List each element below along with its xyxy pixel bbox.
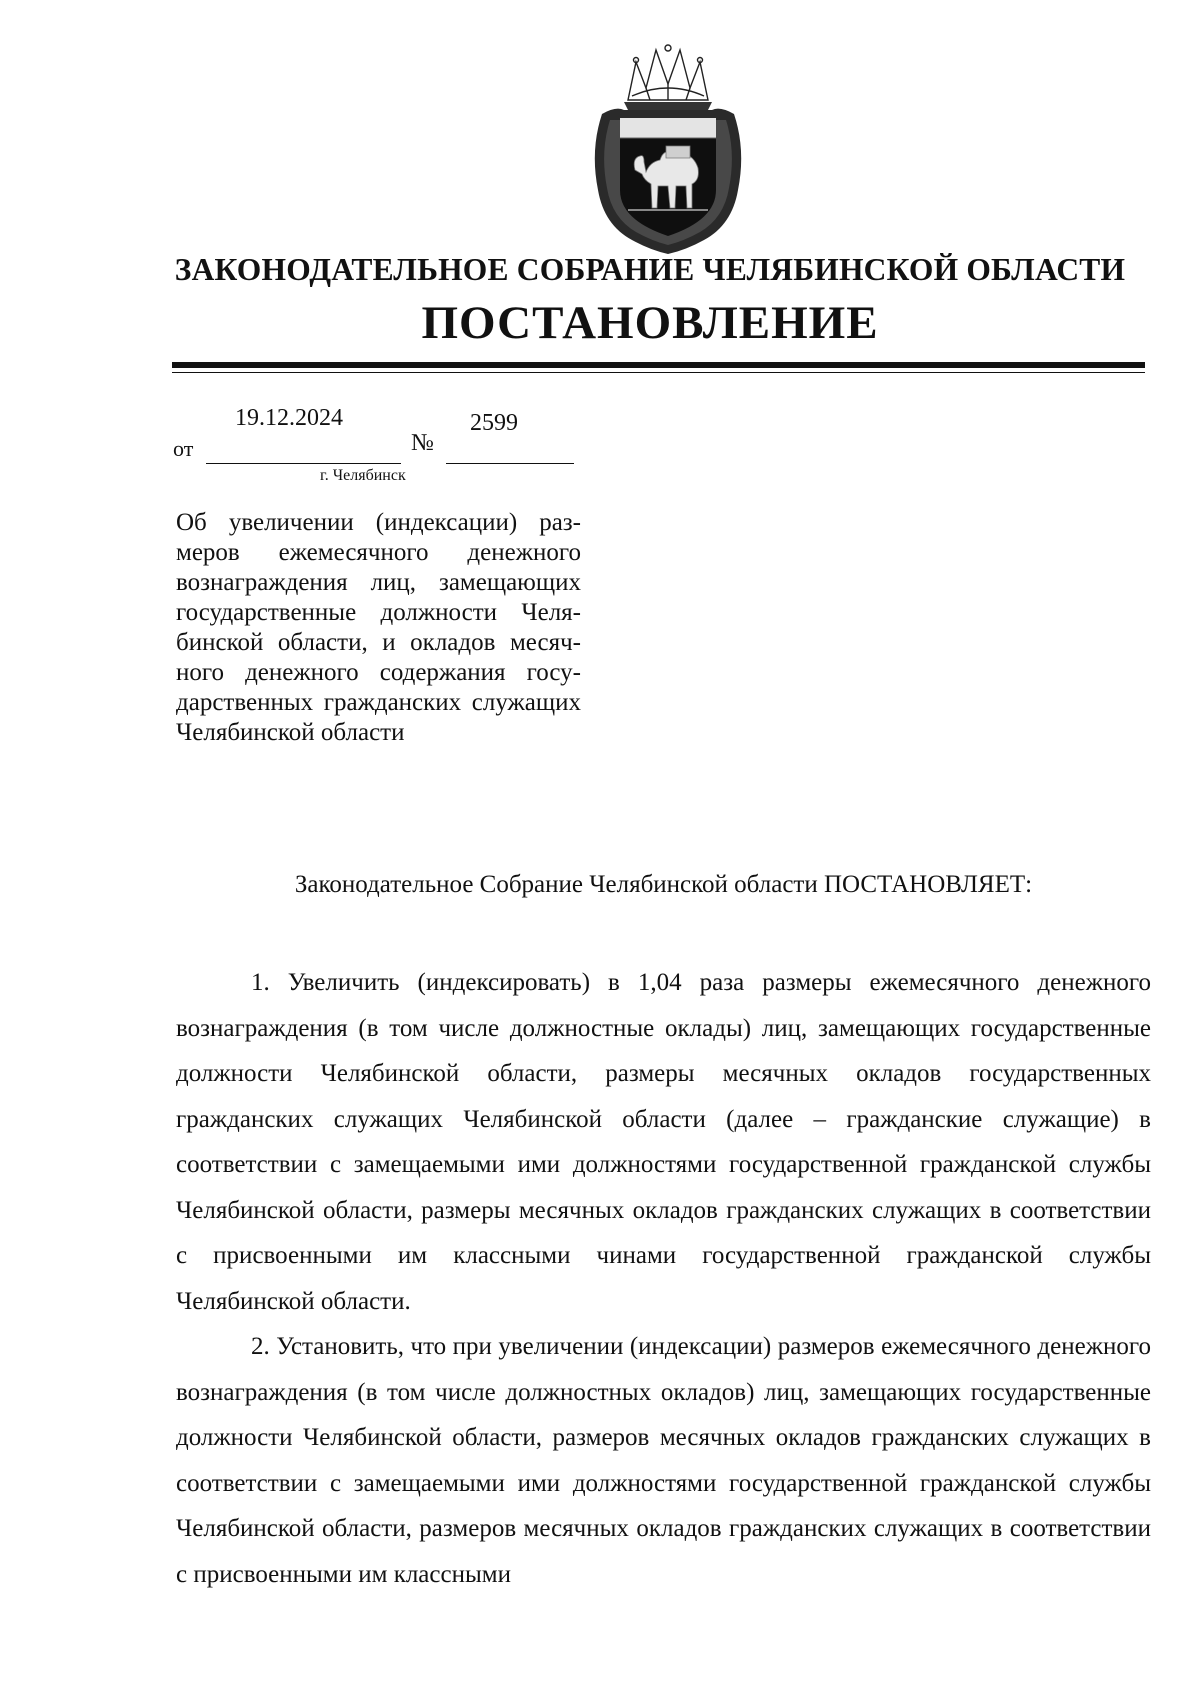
number-underline [446,463,574,464]
document-subject: Об увеличении (индексации) размеров ежемесячного денежного вознаграждения лиц, замещающих государственные должности Челябинской области, и окладов месячного денежного содержания государственных гражданских служащих Челябинской области [176,509,581,746]
header-divider-thin [172,372,1145,373]
header-divider-thick [172,362,1145,368]
number-sign-label: № [411,430,434,456]
date-from-label: от [173,436,194,461]
chelyabinsk-coat-of-arms-icon [580,40,756,260]
document-body [176,960,1151,1597]
organization-title: ЗАКОНОДАТЕЛЬНОЕ СОБРАНИЕ ЧЕЛЯБИНСКОЙ ОБЛАСТИ [174,252,1126,287]
document-date: 19.12.2024 [235,405,343,431]
document-city: г. Челябинск [320,467,406,484]
preamble: Законодательное Собрание Челябинской области ПОСТАНОВЛЯЕТ: [294,871,1033,898]
document-number: 2599 [470,410,518,436]
date-underline [206,463,401,464]
document-type-title: ПОСТАНОВЛЕНИЕ [421,297,879,349]
paragraph-2: 2. Установить, что при увеличении (индексации) размеров ежемесячного денежного вознаграждения (в том числе должностных окладов) лиц, замещающих государственные должности Челябинской области, размеров месячных окладов гражданских служащих в соответствии с замещаемыми ими должностями государственной гражданской службы Челябинской области, размеров месячных окладов гражданских служащих в соответствии с присвоенными им классными [176,1333,1151,1588]
paragraph-1: 1. Увеличить (индексировать) в 1,04 раза размеры ежемесячного денежного вознаграждения (в том числе должностные оклады) лиц, замещающих государственные должности Челябинской области, размеры месячных окладов государственных гражданских служащих Челябинской области (далее – гражданские служащие) в соответствии с замещаемыми ими должностями государственной гражданской службы Челябинской области, размеры месячных окладов гражданских служащих в соответствии с присвоенными им классными чинами государственной гражданской службы Челябинской области. [176,969,1151,1315]
